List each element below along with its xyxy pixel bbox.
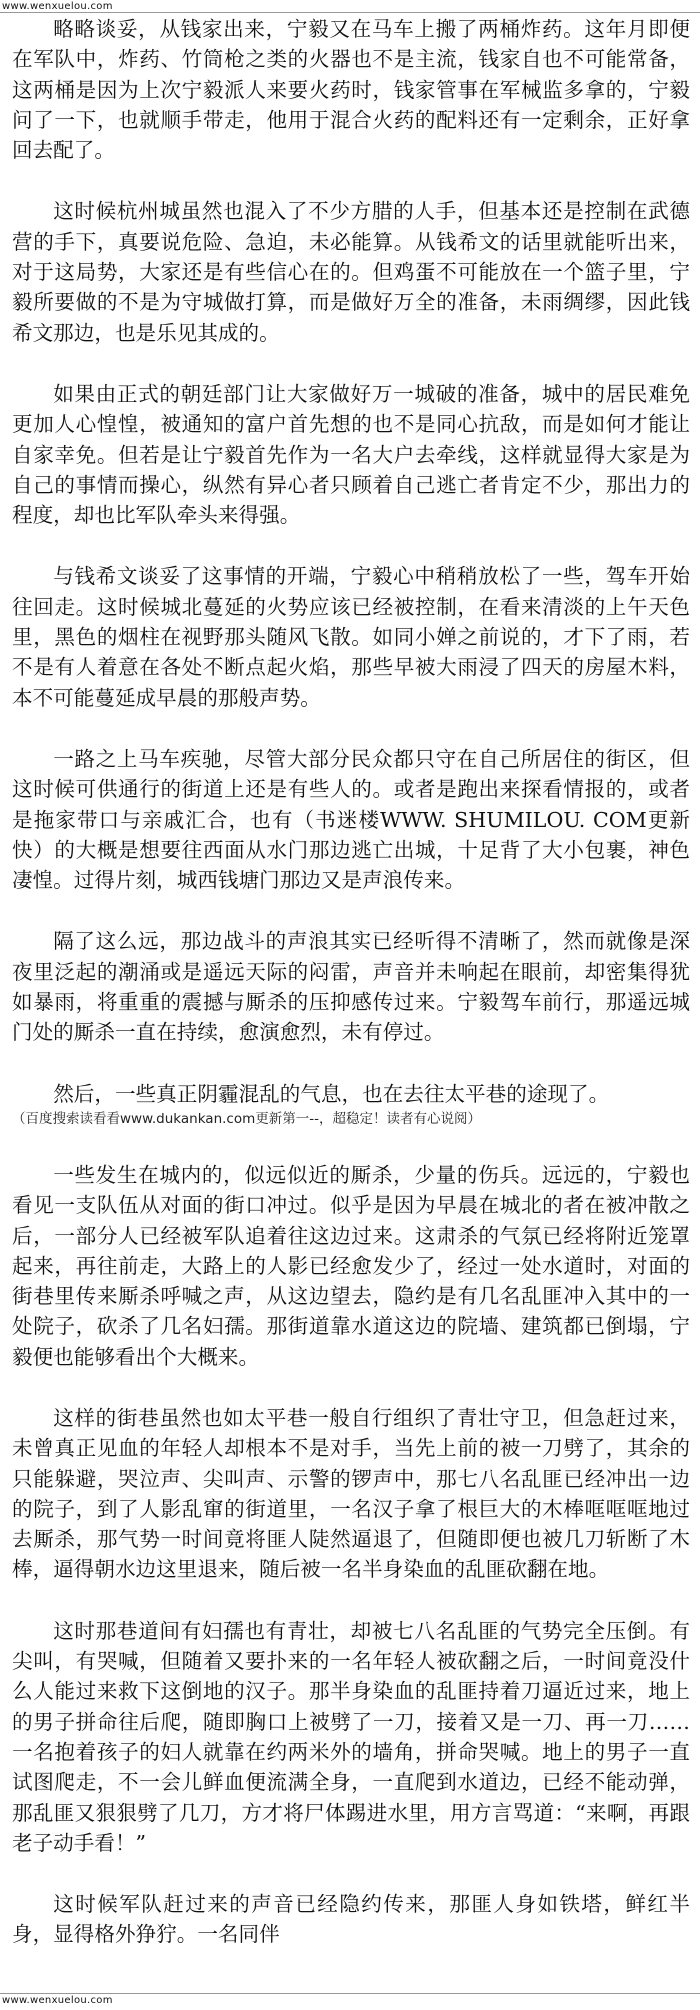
- paragraph-gap: [12, 1372, 690, 1403]
- paragraph-gap: [12, 1858, 690, 1889]
- paragraph-3: 如果由正式的朝廷部门让大家做好万一城破的准备，城中的居民难免更加人心惶惶，被通知的富户首先想的也不是同心抗敌，而是如何才能让自家幸免。但若是让宁毅首先作为一名大户去牵线，这样就显得大家是为自己的事情而操心，纵然有异心者只顾着自己逃亡者肯定不少，那出力的程度，却也比军队牵头来得强。: [12, 381, 690, 528]
- paragraph-gap: [12, 713, 690, 744]
- paragraph-11: 这时候军队赶过来的声音已经隐约传来，那匪人身如铁塔，鲜红半身，显得格外狰狞。一名同伴: [12, 1892, 690, 1947]
- paragraph-gap: [12, 1048, 690, 1079]
- paragraph-7: 然后，一些真正阴霾混乱的气息，也在去往太平巷的途现了。: [53, 1081, 610, 1106]
- paragraph-10: 这时那巷道间有妇孺也有青壮，却被七八名乱匪的气势完全压倒。有尖叫，有哭喊，但随着又要扑来的一名年轻人被砍翻之后，一时间竟没什么人能过来救下这倒地的汉子。那半身染血的乱匪持着刀逼近过来，地上的男子拼命往后爬，随即胸口上被劈了一刀，接着又是一刀、再一刀……一名抱着孩子的妇人就靠在约两米外的墙角，拼命哭喊。地上的男子一直试图爬走，不一会儿鲜血便流满全身，一直爬到水道边，已经不能动弹，那乱匪又狠狠劈了几刀，方才将尸体踢进水里，用方言骂道：“来啊，再跟老子动手看！”: [12, 1618, 690, 1855]
- paragraph-gap: [12, 1585, 690, 1616]
- paragraph-gap: [12, 348, 690, 379]
- paragraph-4: 与钱希文谈妥了这事情的开端，宁毅心中稍稍放松了一些，驾车开始往回走。这时候城北蔓延的火势应该已经被控制，在看来清淡的上午天色里，黑色的烟柱在视野那头随风飞散。如同小婵之前说的，才下了雨，若不是有人着意在各处不断点起火焰，那些早被大雨浸了四天的房屋木料，本不可能蔓延成早晨的那般声势。: [12, 564, 690, 710]
- paragraph-2: 这时候杭州城虽然也混入了不少方腊的人手，但基本还是控制在武德营的手下，真要说危险、急迫，未必能算。从钱希文的话里就能听出来，对于这局势，大家还是有些信心在的。但鸡蛋不可能放在一个篮子里，宁毅所要做的不是为守城做打算，而是做好万全的准备，未雨绸缪，因此钱希文那边，也是乐见其成的。: [12, 199, 690, 345]
- footer-divider: [0, 1993, 700, 1994]
- source-note: （百度搜索读看看www.dukankan.com更新第一--，超稳定！读者有心说阅）: [12, 1110, 481, 1127]
- site-footer-url[interactable]: www.wenxuelou.com: [2, 1995, 113, 2006]
- paragraph-gap: [12, 165, 690, 196]
- paragraph-gap: [12, 895, 690, 926]
- paragraph-1: 略略谈妥，从钱家出来，宁毅又在马车上搬了两桶炸药。这年月即便在军队中，炸药、竹筒枪之类的火器也不是主流，钱家自也不可能常备，这两桶是因为上次宁毅派人来要火药时，钱家管事在军械监多拿的，宁毅问了一下，也就顺手带走，他用于混合火药的配料还有一定剩余，正好拿回去配了。: [12, 17, 690, 163]
- site-header-url[interactable]: www.wenxuelou.com: [2, 1, 113, 12]
- paragraph-8: 一些发生在城内的，似远似近的厮杀，少量的伤兵。远远的，宁毅也看见一支队伍从对面的街口冲过。似乎是因为早晨在城北的者在被冲散之后，一部分人已经被军队追着往这边过来。这肃杀的气氛已经将附近笼罩起来，再往前走，大路上的人影已经愈发少了，经过一处水道时，对面的街巷里传来厮杀呼喊之声，从这边望去，隐约是有几名乱匪冲入其中的一处院子，砍杀了几名妇孺。那街道靠水道这边的院墙、建筑都已倒塌，宁毅便也能够看出个大概来。: [12, 1162, 690, 1369]
- paragraph-6: 隔了这么远，那边战斗的声浪其实已经听得不清晰了，然而就像是深夜里泛起的潮涌或是遥远天际的闷雷，声音并未响起在眼前，却密集得犹如暴雨，将重重的震撼与厮杀的压抑感传过来。宁毅驾车前行，那遥远城门处的厮杀一直在持续，愈演愈烈，未有停过。: [12, 929, 690, 1045]
- paragraph-gap: [12, 1129, 690, 1160]
- chapter-text: [12, 14, 690, 1950]
- paragraph-gap: [12, 530, 690, 561]
- paragraph-5: 一路之上马车疾驰，尽管大部分民众都只守在自己所居住的街区，但这时候可供通行的街道上还是有些人的。或者是跑出来探看情报的，或者是拖家带口与亲戚汇合，也有（书迷楼WWW. SHUMILOU. COM更新快）的大概是想要往西面从水门那边逃亡出城，十足背了大小包裹，神色凄惶。过得片刻，城西钱塘门那边又是声浪传来。: [12, 746, 690, 893]
- header-divider: [0, 12, 700, 13]
- paragraph-9: 这样的街巷虽然也如太平巷一般自行组织了青壮守卫，但急赶过来，未曾真正见血的年轻人却根本不是对手，当先上前的被一刀劈了，其余的只能躲避，哭泣声、尖叫声、示警的锣声中，那七八名乱匪已经冲出一边的院子，到了人影乱窜的街道里，一名汉子拿了根巨大的木棒哐哐哐地过去厮杀，那气势一时间竟将匪人陡然逼退了，但随即便也被几刀斩断了木棒，逼得朝水边这里退来，随后被一名半身染血的乱匪砍翻在地。: [12, 1405, 690, 1582]
